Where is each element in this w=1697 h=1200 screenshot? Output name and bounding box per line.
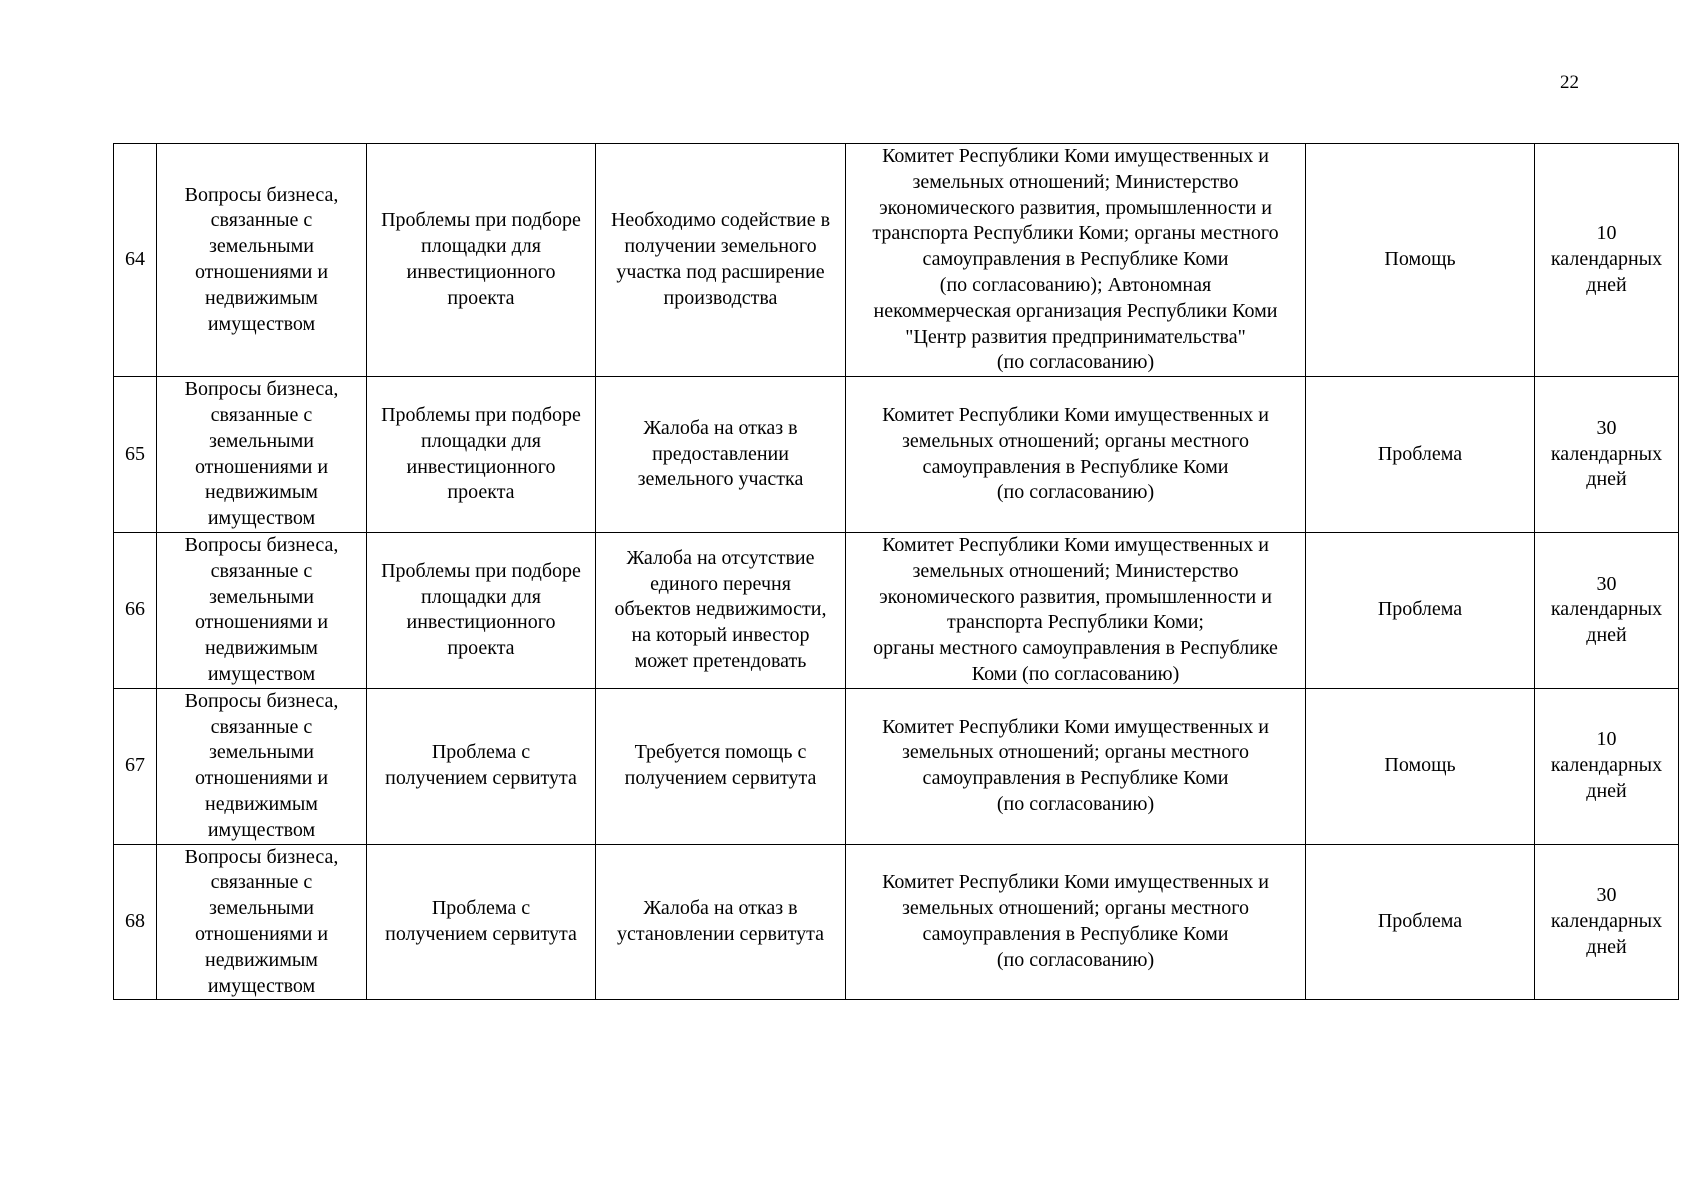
- term-cell: 10 календарных дней: [1535, 144, 1679, 377]
- table-row: [114, 532, 1679, 688]
- description-cell: Жалоба на отказ в установлении сервитута: [596, 844, 846, 1000]
- subtopic-cell: Проблема с получением сервитута: [367, 688, 596, 844]
- type-cell: Проблема: [1306, 377, 1535, 533]
- type-cell: Помощь: [1306, 688, 1535, 844]
- subtopic-cell: Проблемы при подборе площадки для инвестиционного проекта: [367, 532, 596, 688]
- subtopic-cell: Проблемы при подборе площадки для инвестиционного проекта: [367, 144, 596, 377]
- topic-cell: Вопросы бизнеса, связанные с земельными отношениями и недвижимым имуществом: [157, 844, 367, 1000]
- topic-cell: Вопросы бизнеса, связанные с земельными отношениями и недвижимым имуществом: [157, 532, 367, 688]
- type-cell: Помощь: [1306, 144, 1535, 377]
- type-cell: Проблема: [1306, 844, 1535, 1000]
- term-cell: 30 календарных дней: [1535, 377, 1679, 533]
- responsible-cell: Комитет Республики Коми имущественных и земельных отношений; органы местного самоуправления в Республике Коми (по согласованию): [846, 844, 1306, 1000]
- topic-cell: Вопросы бизнеса, связанные с земельными отношениями и недвижимым имуществом: [157, 144, 367, 377]
- page-number: 22: [1560, 72, 1579, 93]
- row-number: 68: [114, 844, 157, 1000]
- row-number: 66: [114, 532, 157, 688]
- table-row: [114, 144, 1679, 377]
- appeals-table: [113, 143, 1679, 1000]
- description-cell: Жалоба на отказ в предоставлении земельного участка: [596, 377, 846, 533]
- table-row: [114, 688, 1679, 844]
- responsible-cell: Комитет Республики Коми имущественных и земельных отношений; Министерство экономического развития, промышленности и транспорта Республики Коми; органы местного самоуправления в Республике Коми (по согласованию): [846, 532, 1306, 688]
- row-number: 64: [114, 144, 157, 377]
- table-row: [114, 844, 1679, 1000]
- description-cell: Необходимо содействие в получении земельного участка под расширение производства: [596, 144, 846, 377]
- topic-cell: Вопросы бизнеса, связанные с земельными отношениями и недвижимым имуществом: [157, 688, 367, 844]
- topic-cell: Вопросы бизнеса, связанные с земельными отношениями и недвижимым имуществом: [157, 377, 367, 533]
- subtopic-cell: Проблемы при подборе площадки для инвестиционного проекта: [367, 377, 596, 533]
- type-cell: Проблема: [1306, 532, 1535, 688]
- term-cell: 30 календарных дней: [1535, 532, 1679, 688]
- responsible-cell: Комитет Республики Коми имущественных и земельных отношений; органы местного самоуправления в Республике Коми (по согласованию): [846, 377, 1306, 533]
- responsible-cell: Комитет Республики Коми имущественных и земельных отношений; Министерство экономического развития, промышленности и транспорта Республики Коми; органы местного самоуправления в Республике Коми (по согласованию); Автономная некоммерческая организация Республики Коми "Центр развития предпринимательства" (по согласованию): [846, 144, 1306, 377]
- description-cell: Жалоба на отсутствие единого перечня объектов недвижимости, на который инвестор может претендовать: [596, 532, 846, 688]
- row-number: 65: [114, 377, 157, 533]
- term-cell: 30 календарных дней: [1535, 844, 1679, 1000]
- responsible-cell: Комитет Республики Коми имущественных и земельных отношений; органы местного самоуправления в Республике Коми (по согласованию): [846, 688, 1306, 844]
- row-number: 67: [114, 688, 157, 844]
- term-cell: 10 календарных дней: [1535, 688, 1679, 844]
- description-cell: Требуется помощь с получением сервитута: [596, 688, 846, 844]
- table-row: [114, 377, 1679, 533]
- subtopic-cell: Проблема с получением сервитута: [367, 844, 596, 1000]
